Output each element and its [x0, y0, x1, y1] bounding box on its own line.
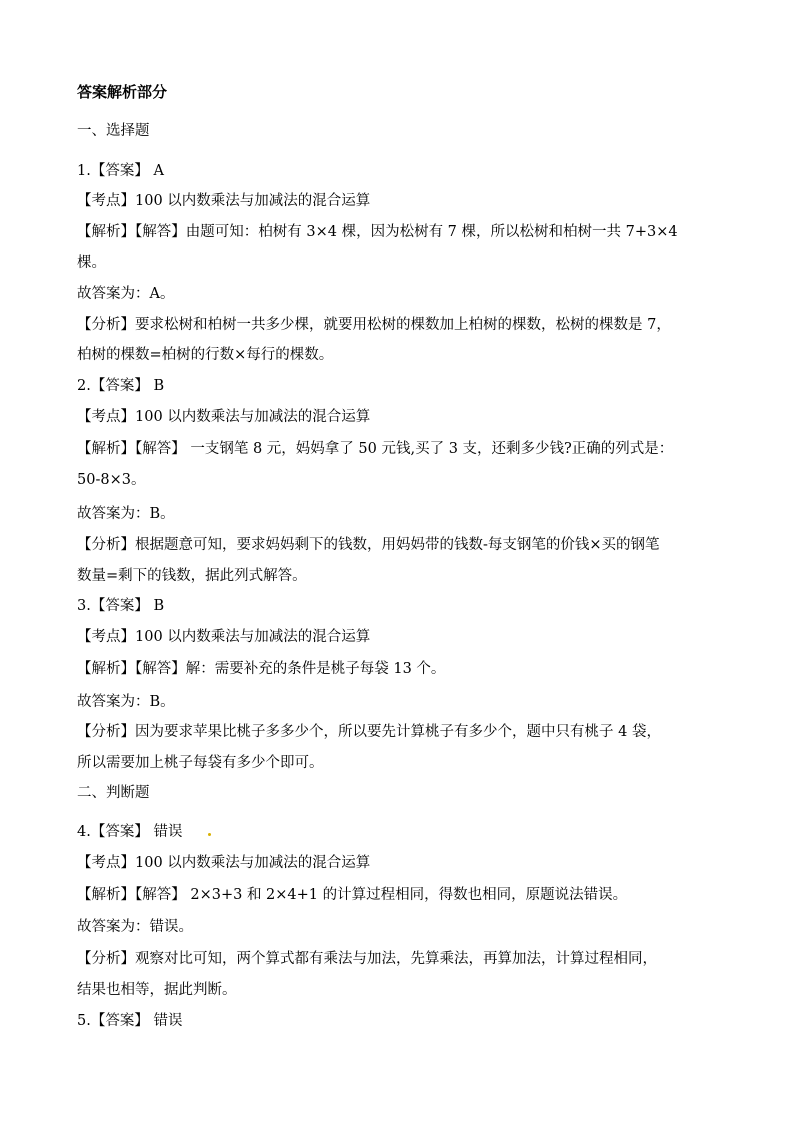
analysis-line: 【解析】【解答】 2×3+3 和 2×4+1 的计算过程相同，得数也相同，原题说法错误。: [77, 887, 628, 903]
knowledge-point-line: 【考点】100 以内数乘法与加减法的混合运算: [77, 855, 371, 871]
answer-line: 2.【答案】 B: [77, 378, 165, 394]
analysis-line: 【解析】【解答】解：需要补充的条件是桃子每袋 13 个。: [77, 661, 446, 677]
section-heading: 一、选择题: [77, 123, 150, 139]
knowledge-point-line: 【考点】100 以内数乘法与加减法的混合运算: [77, 193, 371, 209]
answer-line: 3.【答案】 B: [77, 598, 165, 614]
analysis-line: 50-8×3。: [77, 472, 146, 488]
conclusion-line: 故答案为：B。: [77, 694, 175, 710]
conclusion-line: 故答案为：A。: [77, 286, 175, 302]
answer-line: 1.【答案】 A: [77, 163, 164, 179]
reasoning-line: 【分析】观察对比可知，两个算式都有乘法与加法，先算乘法，再算加法，计算过程相同，: [77, 951, 657, 967]
answer-line: 4.【答案】 错误: [77, 824, 183, 840]
reasoning-line: 【分析】要求松树和柏树一共多少棵，就要用松树的棵数加上柏树的棵数，松树的棵数是 7，: [77, 317, 671, 333]
stray-mark-dot: [208, 833, 211, 836]
analysis-line: 【解析】【解答】由题可知：柏树有 3×4 棵，因为松树有 7 棵，所以松树和柏树一共 7+3×4: [77, 224, 678, 240]
reasoning-line: 数量=剩下的钱数，据此列式解答。: [77, 568, 307, 584]
page-title: 答案解析部分: [77, 83, 168, 101]
reasoning-line: 柏树的棵数=柏树的行数×每行的棵数。: [77, 347, 334, 363]
reasoning-line: 结果也相等，据此判断。: [77, 982, 237, 998]
section-heading: 二、判断题: [77, 785, 150, 801]
conclusion-line: 故答案为：B。: [77, 506, 175, 522]
reasoning-line: 【分析】因为要求苹果比桃子多多少个，所以要先计算桃子有多少个，题中只有桃子 4 袋，: [77, 724, 661, 740]
reasoning-line: 【分析】根据题意可知，要求妈妈剩下的钱数，用妈妈带的钱数-每支钢笔的价钱×买的钢笔: [77, 537, 660, 553]
analysis-line: 【解析】【解答】 一支钢笔 8 元，妈妈拿了 50 元钱,买了 3 支，还剩多少钱?正确的列式是：: [77, 441, 674, 457]
conclusion-line: 故答案为：错误。: [77, 919, 193, 935]
knowledge-point-line: 【考点】100 以内数乘法与加减法的混合运算: [77, 629, 371, 645]
reasoning-line: 所以需要加上桃子每袋有多少个即可。: [77, 755, 324, 771]
knowledge-point-line: 【考点】100 以内数乘法与加减法的混合运算: [77, 409, 371, 425]
answer-line: 5.【答案】 错误: [77, 1013, 183, 1029]
analysis-line: 棵。: [77, 255, 106, 271]
